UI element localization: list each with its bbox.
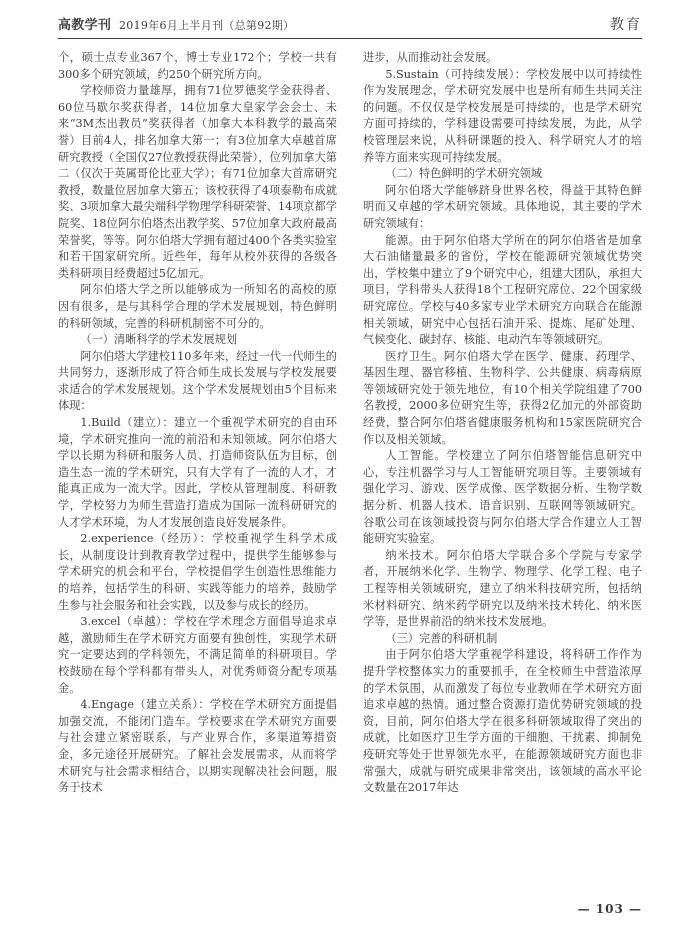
paragraph: 4.Engage（建立关系）：学校在学术研究方面提倡加强交流，不能闭门造车。学校要求在学术研究方面要与社会建立紧密联系，与产业界合作，多渠道筹措资金，多元途径开展研究。了解社会发展需求，从而将学术研究与社会需求相结合，以期实现解决社会问题，服务于技术 [58, 698, 337, 795]
paragraph: 个，硕士点专业367个，博士专业172个；学校一共有300多个研究领域，约250个研究所方向。 [58, 51, 337, 81]
left-column [58, 50, 337, 895]
paragraph: 阿尔伯塔大学能够跻身世界名校，得益于其特色鲜明而又卓越的学术研究领域。具体地说，其主要的学术研究领域有： [363, 183, 642, 230]
section-label: 教育 [610, 17, 642, 33]
paragraph: 纳米技术。阿尔伯塔大学联合多个学院与专家学者，开展纳米化学、生物学、物理学、化学工程、电子工程等相关领域研究，建立了纳米科技研究所，包括纳米材料研究、纳米药学研究以及纳米技术转化、纳米医学等，是世界前沿的纳米技术发展地。 [363, 548, 642, 629]
article-body [58, 50, 642, 895]
paragraph: 阿尔伯塔大学建校110多年来，经过一代一代师生的共同努力，逐渐形成了符合师生成长发展与学校发展要求适合的学术发展规划。这个学术发展规划由5个目标来体现： [58, 349, 337, 413]
header-journal-info [58, 14, 294, 38]
journal-name: 高教学刊 [58, 18, 112, 33]
paragraph: 医疗卫生。阿尔伯塔大学在医学、健康、药理学、基因生理、器官移植、生物科学、公共健康、病毒病原等领域研究处于领先地位，有10个相关学院组建了700名教授，2000多位研究生等，获得2亿加元的外部资助经费，整合阿尔伯塔省健康服务机构和15家医院研究合作以及相关领域。 [363, 349, 642, 446]
paragraph: 学校师资力量雄厚，拥有71位罗德奖学金获得者、60位马歇尔奖获得者，14位加拿大皇家学会会士、未来“3M杰出教员”奖获得者（加拿大本科教学的最高荣誉）目前4人，排名加拿大第一；有3位加拿大卓越首席研究教授（全国仅27位教授获得此荣誉），位列加拿大第二（仅次于英属哥伦比亚大学）；有71位加拿大首席研究教授，数量位居加拿大第五；该校获得了4项泰勒布成就奖、3项加拿大最尖端科学物理学科研荣誉、14项京都学院奖、18位阿尔伯塔杰出教学奖、57位加拿大政府最高荣誉奖，等等。阿尔伯塔大学拥有超过400个各类实验室和若干国家研究所。近些年，每年从校外获得的各级各类科研项目经费超过5亿加元。 [58, 84, 337, 280]
paragraph: 人工智能。学校建立了阿尔伯塔智能信息研究中心，专注机器学习与人工智能研究项目等。主要领域有强化学习、游戏、医学成像、医学数据分析、生物学数据分析、机器人技术、语音识别、互联网等领域研究。谷歌公司在该领域投资与阿尔伯塔大学合作建立人工智能研究实验室。 [363, 449, 642, 546]
paragraph: 5.Sustain（可持续发展）：学校发展中以可持续性作为发展理念，学术研究发展中也是所有师生共同关注的问题。不仅仅是学校发展是可持续的，也是学术研究方面可持续的，学科建设需要可持续发展，为此，从学校管理层来说，从科研课题的投入、科学研究人才的培养等方面来实现可持续发展。 [363, 67, 642, 164]
issue-info: 2019年6月上半月刊（总第92期） [119, 19, 295, 32]
paragraph: 由于阿尔伯塔大学重视学科建设，将科研工作作为提升学校整体实力的重要抓手，在全校师生中营造浓厚的学术氛围，从而激发了每位专业教师在学术研究方面追求卓越的热情。通过整合资源打造优势研究领域的投资，目前，阿尔伯塔大学在很多科研领域取得了突出的成就，比如医疗卫生学方面的干细胞、干扰素、抑制免疫研究等处于世界领先水平，在能源领域研究方面也非常强大，成就与研究成果非常突出，该领域的高水平论文数量在2017年达 [363, 648, 642, 795]
paragraph: 阿尔伯塔大学之所以能够成为一所知名的高校的原因有很多，是与其科学合理的学术发展规划，特色鲜明的科研领域，完善的科研机制密不可分的。 [58, 283, 337, 330]
page-number: — 103 — [577, 902, 642, 916]
paragraph: 能源。由于阿尔伯塔大学所在的阿尔伯塔省是加拿大石油储量最多的省份，学校在能源研究领域优势突出，学校集中建立了9个研究中心，组建大团队，承担大项目，学科带头人获得18个工程研究席位、22个国家级研究席位。学校与40多家专业学术研究方向联合在能源相关领域，研究中心包括石油开采、提炼、尾矿处理、气候变化、碳封存、核能、电动汽车等领域研究。 [363, 233, 642, 347]
running-header [58, 12, 642, 39]
paragraph: 进步，从而推动社会发展。 [363, 51, 498, 64]
section-heading: （一）清晰科学的学术发展规划 [80, 333, 238, 347]
paragraph: 1.Build（建立）：建立一个重视学术研究的自由环境，学术研究推向一流的前沿和未知领域。阿尔伯塔大学以长期为科研和服务人员、打造师资队伍为目标，创造生态一流的学术研究，只有大学有了一流的人才，才能真正成为一流大学。因此，学校从管理制度、科研教学，学校努力为师生营造打造成为国际一流科研研究的人才学术环境，为人才发展创造良好发展条件。 [58, 416, 337, 529]
right-column [363, 50, 642, 895]
paragraph: 3.excel（卓越）：学校在学术理念方面倡导追求卓越，激励师生在学术研究方面要有独创性，实现学术研究一定要达到的学科领先，不满足简单的科研项目。学校鼓励在每个学科都有带头人，对优秀师资分配专项基金。 [58, 615, 337, 695]
section-heading: （三）完善的科研机制 [385, 631, 498, 645]
paragraph: 2.experience（经历）：学校重视学生科学术成长，从制度设计到教育教学过程中，提供学生能够参与学术研究的机会和平台，学校提倡学生创造性思维能力的培养，包括学生的科研、实践等能力的培养，鼓励学生参与社会服务和社会实践，以及参与成长的经历。 [58, 532, 337, 612]
section-heading: （二）特色鲜明的学术研究领域 [385, 167, 543, 181]
